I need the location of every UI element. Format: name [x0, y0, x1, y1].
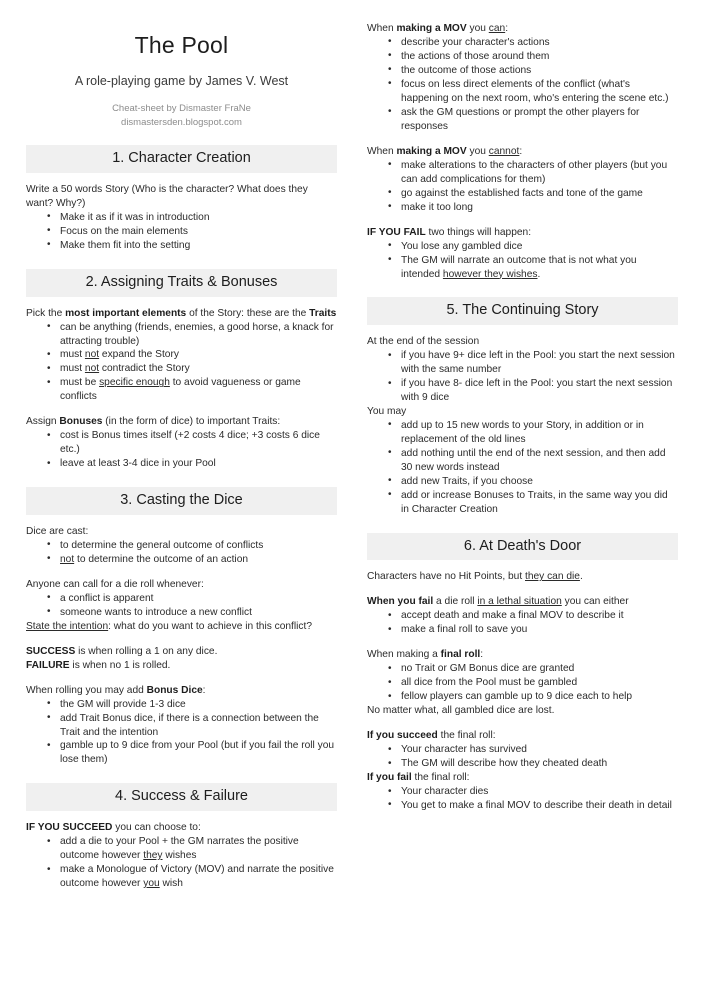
- section-header-assigning-traits: 2. Assigning Traits & Bonuses: [26, 269, 337, 297]
- list-item: • ask the GM questions or prompt the other players for responses: [401, 106, 678, 134]
- mov-cannot-suffix: :: [519, 145, 523, 157]
- bonuses-intro-prefix: Assign: [26, 416, 60, 428]
- masthead: [26, 32, 337, 129]
- bonuses-intro-suffix: (in the form of dice) to important Traits:: [102, 416, 281, 428]
- lethal-fail-underlined: in a lethal situation: [477, 596, 562, 608]
- list-item: • Focus on the main elements: [60, 225, 337, 239]
- bonuses-intro: [26, 415, 337, 429]
- lethal-fail-mid: a die roll: [433, 596, 478, 608]
- traits-bullets: [26, 321, 337, 405]
- traits-intro-emphasis: most important elements: [65, 307, 187, 319]
- list-item: • Make it as if it was in introduction: [60, 211, 337, 225]
- final-fail-label: If you fail: [367, 772, 412, 784]
- list-item: [401, 254, 678, 282]
- mov-cannot-emphasis: making a MOV: [396, 145, 467, 157]
- list-item: • focus on less direct elements of the conflict (what's happening on the next room, who's entering the scene etc.): [401, 78, 678, 106]
- list-item: • add nothing until the end of the next session, and then add 30 new words instead: [401, 447, 678, 475]
- list-item: • must not expand the Story: [60, 348, 337, 362]
- section-header-success-failure: 4. Success & Failure: [26, 783, 337, 811]
- list-item: • Your character has survived: [401, 743, 678, 757]
- bullet-text-underlined: however they wishes: [442, 268, 538, 280]
- success-rest: is when rolling a 1 on any dice.: [75, 645, 218, 657]
- cast-bullets: [26, 539, 337, 567]
- final-roll-prefix: When making a: [367, 649, 441, 661]
- mov-can-emphasis: making a MOV: [396, 23, 467, 34]
- section-header-continuing-story: 5. The Continuing Story: [367, 297, 678, 325]
- list-item: • if you have 9+ dice left in the Pool: you start the next session with the same number: [401, 349, 678, 377]
- final-fail-intro: [367, 771, 678, 785]
- final-fail-rest: the final roll:: [411, 772, 470, 784]
- credit-author: Cheat-sheet by Dismaster FraNe: [112, 102, 251, 114]
- list-item: • accept death and make a final MOV to describe it: [401, 609, 678, 623]
- you-may-intro: You may: [367, 405, 407, 417]
- traits-intro-prefix: Pick the: [26, 307, 66, 319]
- final-succeed-intro: [367, 729, 678, 743]
- bonuses-intro-emphasis: Bonuses: [59, 416, 103, 428]
- mov-cannot-prefix: When: [367, 145, 397, 157]
- list-item: • add up to 15 new words to your Story, in addition or in replacement of the old lines: [401, 419, 678, 447]
- list-item: • go against the established facts and tone of the game: [401, 187, 678, 201]
- character-creation-bullets: [26, 211, 337, 253]
- succeed-bullets: [26, 835, 337, 891]
- list-item: • must be specific enough to avoid vagueness or game conflicts: [60, 376, 337, 404]
- succeed-label: IF YOU SUCCEED: [26, 822, 113, 834]
- hit-points-after: .: [579, 571, 583, 583]
- intention-rest: : what do you want to achieve in this conflict?: [108, 620, 313, 632]
- list-item: • must not contradict the Story: [60, 362, 337, 376]
- bonus-dice-suffix: :: [202, 684, 206, 696]
- lethal-fail-label: When you fail: [367, 596, 434, 608]
- list-item: • add new Traits, if you choose: [401, 475, 678, 489]
- final-roll-bullets: [367, 662, 678, 704]
- page-subtitle: A role-playing game by James V. West: [74, 73, 289, 88]
- succeed-rest: you can choose to:: [112, 822, 201, 834]
- succeed-intro: [26, 821, 337, 835]
- bullet-text-underlined: you: [143, 877, 160, 889]
- final-succeed-label: If you succeed: [367, 730, 438, 742]
- list-item: • all dice from the Pool must be gambled: [401, 676, 678, 690]
- list-item: • the outcome of those actions: [401, 64, 678, 78]
- list-item: • the actions of those around them: [401, 50, 678, 64]
- bullet-text-before: The GM will narrate an outcome that is not what you intended: [401, 254, 637, 280]
- fail-bullets: [367, 240, 678, 282]
- section-header-deaths-door: 6. At Death's Door: [367, 533, 678, 561]
- final-succeed-bullets: [367, 743, 678, 771]
- end-of-session-bullets: [367, 349, 678, 405]
- left-column: [26, 22, 337, 990]
- bullet-text-underlined: they: [143, 850, 163, 862]
- list-item: • describe your character's actions: [401, 36, 678, 50]
- list-item: • fellow players can gamble up to 9 dice each to help: [401, 690, 678, 704]
- mov-cannot-bullets: [367, 159, 678, 215]
- intention-statement: [26, 620, 337, 634]
- failure-definition: [26, 659, 337, 673]
- bullet-text-before: make a Monologue of Victory (MOV) and narrate the positive outcome however: [60, 864, 334, 889]
- section-header-character-creation: 1. Character Creation: [26, 145, 337, 173]
- credit-website: dismastersden.blogspot.com: [121, 116, 242, 128]
- right-column: [367, 22, 678, 990]
- cast-intro: Dice are cast:: [26, 525, 89, 537]
- final-succeed-rest: the final roll:: [437, 730, 496, 742]
- list-item: • gamble up to 9 dice from your Pool (but if you fail the roll you lose them): [60, 739, 337, 767]
- list-item: • The GM will describe how they cheated death: [401, 757, 678, 771]
- call-bullets: [26, 592, 337, 620]
- fail-intro: [367, 226, 678, 240]
- bullet-text-after: wish: [159, 877, 183, 889]
- bonus-dice-intro: [26, 684, 337, 698]
- mov-can-suffix: :: [505, 23, 509, 34]
- hit-points-note: [367, 570, 678, 584]
- mov-can-prefix: When: [367, 23, 397, 34]
- mov-cannot-intro: [367, 145, 678, 159]
- lethal-fail-intro: [367, 595, 678, 609]
- final-fail-bullets: [367, 785, 678, 813]
- bonuses-bullets: [26, 429, 337, 471]
- list-item: • You lose any gambled dice: [401, 240, 678, 254]
- bullet-text-before: add a die to your Pool + the GM narrates the positive outcome however: [60, 836, 299, 862]
- final-roll-emphasis: final roll: [440, 649, 481, 661]
- list-item: • Make them fit into the setting: [60, 239, 337, 253]
- gambled-dice-note: No matter what, all gambled dice are lost.: [367, 705, 555, 717]
- fail-rest: two things will happen:: [425, 226, 532, 238]
- final-roll-intro: [367, 648, 678, 662]
- list-item: • to determine the general outcome of conflicts: [60, 539, 337, 553]
- list-item: • add or increase Bonuses to Traits, in the same way you did in Character Creation: [401, 489, 678, 517]
- list-item: • a conflict is apparent: [60, 592, 337, 606]
- list-item: • leave at least 3-4 dice in your Pool: [60, 457, 337, 471]
- success-label: SUCCESS: [26, 645, 76, 657]
- mov-can-intro: [367, 22, 678, 36]
- list-item: • Your character dies: [401, 785, 678, 799]
- bonus-dice-prefix: When rolling you may add: [26, 684, 147, 696]
- failure-rest: is when no 1 is rolled.: [69, 659, 171, 671]
- list-item: • not to determine the outcome of an action: [60, 553, 337, 567]
- lethal-fail-bullets: [367, 609, 678, 637]
- mov-cannot-mid: you: [466, 145, 489, 157]
- hit-points-before: Characters have no Hit Points, but: [367, 571, 525, 583]
- mov-can-underlined: can: [488, 23, 506, 34]
- list-item: [60, 835, 337, 863]
- bonus-dice-bullets: [26, 698, 337, 768]
- bullet-text-after: wishes: [162, 850, 197, 862]
- mov-can-bullets: [367, 36, 678, 134]
- traits-intro-emphasis-2: Traits: [309, 307, 337, 319]
- list-item: • if you have 8- dice left in the Pool: you start the next session with 9 dice: [401, 377, 678, 405]
- intention-label: State the intention: [26, 620, 109, 632]
- list-item: [60, 863, 337, 891]
- traits-intro: [26, 307, 337, 321]
- mov-cannot-underlined: cannot: [488, 145, 520, 157]
- final-roll-suffix: :: [480, 649, 484, 661]
- list-item: • You get to make a final MOV to describe their death in detail: [401, 799, 678, 813]
- list-item: • make alterations to the characters of other players (but you can add complications for them): [401, 159, 678, 187]
- page-title: The Pool: [134, 32, 229, 58]
- character-creation-intro: Write a 50 words Story (Who is the character? What does they want? Why?): [26, 184, 308, 210]
- credits: [26, 102, 337, 130]
- list-item: • can be anything (friends, enemies, a good horse, a knack for attracting trouble): [60, 321, 337, 349]
- traits-intro-mid: of the Story: these are the: [186, 307, 310, 319]
- lethal-fail-after: you can either: [561, 596, 629, 608]
- mov-can-mid: you: [466, 23, 489, 34]
- call-intro: Anyone can call for a die roll whenever:: [26, 578, 204, 590]
- list-item: • make a final roll to save you: [401, 623, 678, 637]
- failure-label: FAILURE: [26, 659, 70, 671]
- hit-points-underlined: they can die: [525, 571, 580, 583]
- list-item: • make it too long: [401, 201, 678, 215]
- bonus-dice-emphasis: Bonus Dice: [146, 684, 203, 696]
- you-may-bullets: [367, 419, 678, 517]
- list-item: • someone wants to introduce a new conflict: [60, 606, 337, 620]
- list-item: • the GM will provide 1-3 dice: [60, 698, 337, 712]
- list-item: • cost is Bonus times itself (+2 costs 4 dice; +3 costs 6 dice etc.): [60, 429, 337, 457]
- success-definition: [26, 645, 337, 659]
- section-header-casting-dice: 3. Casting the Dice: [26, 487, 337, 515]
- list-item: • add Trait Bonus dice, if there is a connection between the Trait and the intention: [60, 712, 337, 740]
- list-item: • no Trait or GM Bonus dice are granted: [401, 662, 678, 676]
- fail-label: IF YOU FAIL: [367, 226, 426, 238]
- end-of-session-intro: At the end of the session: [367, 336, 480, 348]
- bullet-text-after: .: [537, 268, 541, 280]
